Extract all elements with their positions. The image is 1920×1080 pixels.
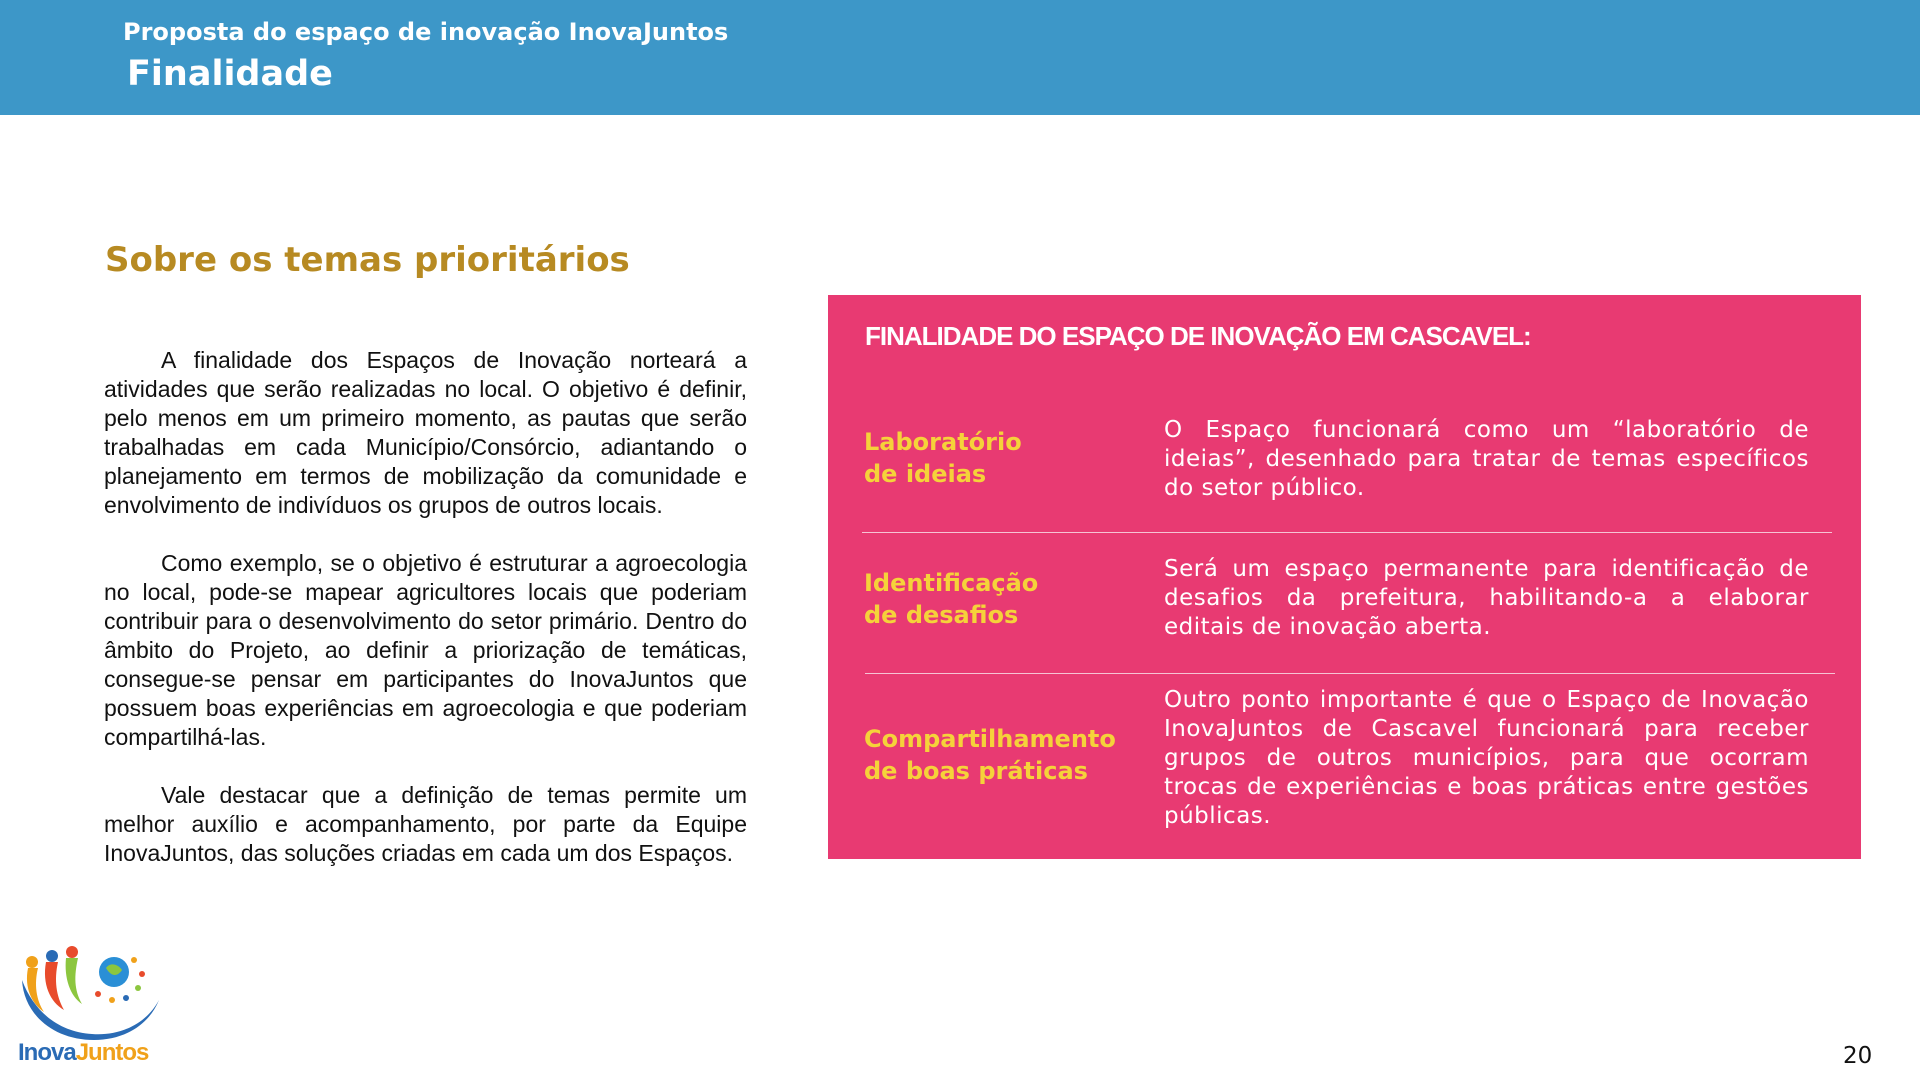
logo-text-part1: Inova — [18, 1039, 76, 1066]
row-label — [864, 426, 1154, 490]
section-title: Sobre os temas prioritários — [105, 240, 630, 280]
paragraph-2: Como exemplo, se o objetivo é estruturar a agroecologia no local, pode-se mapear agricultores locais que poderiam contribuir para o desenvolvimento do setor primário. Dentro do âmbito do Projeto, ao definir a priorização de temáticas, consegue-se pensar em participantes do InovaJuntos que possuem boas experiências em agroecologia e que poderiam compartilhá-las. — [104, 550, 747, 750]
logo-wordmark — [18, 1039, 148, 1067]
row-label — [864, 723, 1154, 787]
paragraph-1: A finalidade dos Espaços de Inovação norteará a atividades que serão realizadas no local. O objetivo é definir, pelo menos em um primeiro momento, as pautas que serão trabalhadas em cada Município/Consórcio, adiantando o planejamento em termos de mobilização da comunidade e envolvimento de indivíduos os grupos de outros locais. — [104, 347, 747, 518]
row-label-line2: de desafios — [864, 601, 1019, 629]
header-subtitle: Proposta do espaço de inovação InovaJuntos — [123, 18, 729, 46]
row-label-line1: Laboratório — [864, 428, 1022, 456]
row-label-line2: de ideias — [864, 460, 987, 488]
finalidade-panel — [828, 295, 1861, 859]
page-number: 20 — [1843, 1043, 1873, 1069]
row-label-line1: Compartilhamento — [864, 725, 1116, 753]
row-description: O Espaço funcionará como um “laboratório de ideias”, desenhado para tratar de temas específicos do setor público. — [1164, 417, 1809, 501]
body-text — [104, 346, 747, 897]
row-divider — [865, 673, 1835, 674]
row-label — [864, 567, 1154, 631]
row-label-line1: Identificação — [864, 569, 1039, 597]
row-description: Outro ponto importante é que o Espaço de Inovação InovaJuntos de Cascavel funcionará para receber grupos de outros municípios, para que ocorram trocas de experiências e boas práticas entre gestões públicas. — [1164, 687, 1809, 829]
panel-title: FINALIDADE DO ESPAÇO DE INOVAÇÃO EM CASCAVEL: — [865, 321, 1531, 351]
logo-text-part2: Juntos — [75, 1039, 149, 1066]
paragraph-3: Vale destacar que a definição de temas permite um melhor auxílio e acompanhamento, por parte da Equipe InovaJuntos, das soluções criadas em cada um dos Espaços. — [104, 782, 747, 866]
header-title: Finalidade — [127, 54, 333, 94]
row-description: Será um espaço permanente para identificação de desafios da prefeitura, habilitando-a a elaborar editais de inovação aberta. — [1164, 556, 1809, 640]
header-bar — [0, 0, 1920, 115]
row-label-line2: de boas práticas — [864, 757, 1088, 785]
row-divider — [862, 532, 1832, 533]
